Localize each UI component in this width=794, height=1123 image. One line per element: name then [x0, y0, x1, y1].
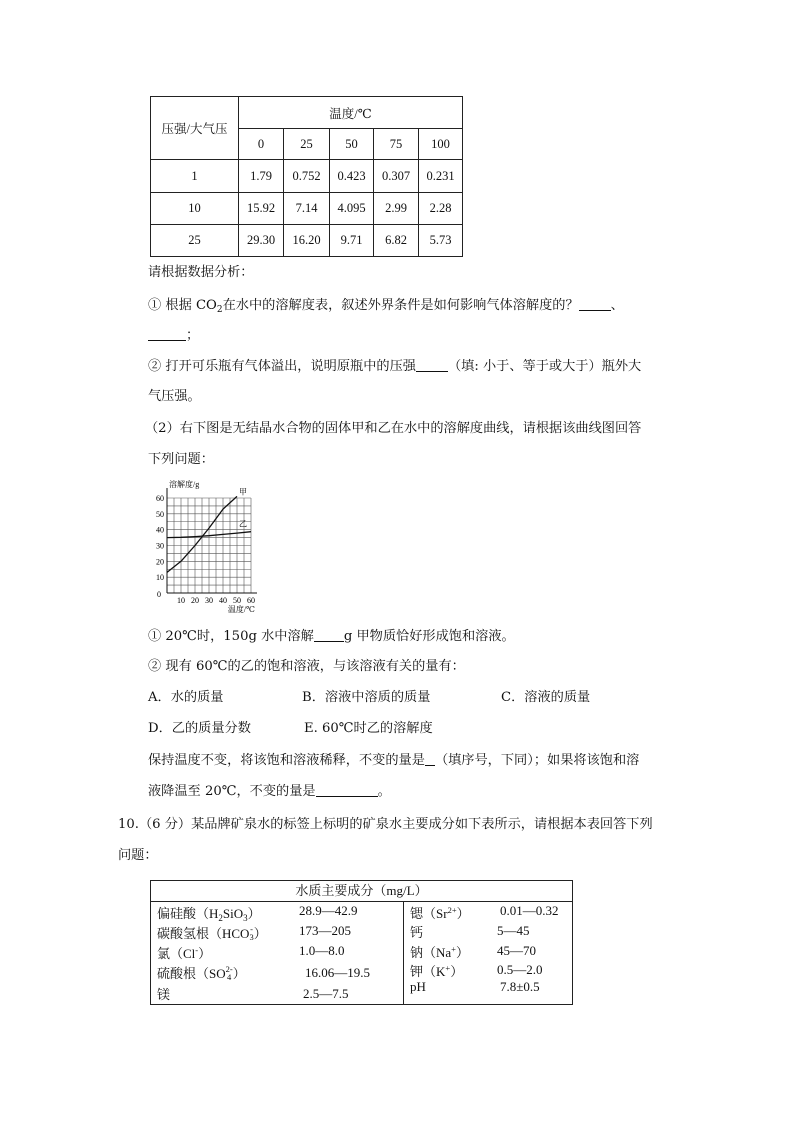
value-cell: 2.99 [374, 193, 419, 225]
value-cell: 0.307 [374, 160, 419, 193]
co2-solubility-table [150, 96, 463, 257]
value-cell: 9.71 [330, 225, 374, 257]
mineral-row: 氯（Cl-） [157, 945, 212, 961]
question-2-cont: 气压强。 [148, 389, 201, 404]
value-cell: 16.20 [284, 225, 330, 257]
keep-temp-question-cont: 液降温至 20℃，不变的量是 。 [148, 784, 391, 799]
mineral-range: 1.0—8.0 [299, 943, 345, 958]
value-cell: 6.82 [374, 225, 419, 257]
question-1: ① 根据 $CO_2$在水中的溶解度表，叙述外界条件是如何影响气体溶解度的？ 、 [148, 298, 624, 315]
value-cell: 4.095 [330, 193, 374, 225]
value-cell: 2.28 [419, 193, 463, 225]
y-tick-label: 10 [156, 573, 164, 583]
value-cell: 29.30 [239, 225, 284, 257]
question-10-cont: 问题： [118, 848, 158, 863]
part-2-intro: （2）右下图是无结晶水合物的固体甲和乙在水中的溶解度曲线，请根据该曲线图回答 [145, 421, 642, 436]
mineral-range: 0.01—0.32 [500, 903, 559, 918]
mineral-range: 0.5—2.0 [497, 962, 543, 977]
y-tick-label: 60 [156, 494, 164, 503]
mineral-row: 镁 [157, 987, 171, 1002]
answer-blank[interactable] [425, 752, 435, 766]
answer-blank[interactable] [316, 783, 378, 797]
temp-cell: 25 [284, 129, 330, 160]
solubility-chart [140, 478, 290, 616]
mineral-row: 碳酸氢根（HCO - 3 ） [157, 924, 267, 942]
mineral-water-table [150, 880, 573, 1005]
answer-blank[interactable] [314, 628, 344, 642]
y-axis-label: 溶解度/g [169, 480, 200, 489]
temp-cell: 0 [239, 129, 284, 160]
x-tick-label: 30 [205, 596, 213, 605]
mineral-range: 2.5—7.5 [303, 986, 349, 1001]
x-axis-label: 温度/℃ [227, 605, 255, 614]
option-a: A．水的质量 [148, 690, 224, 705]
value-cell: 7.14 [284, 193, 330, 225]
pressure-cell: 1 [151, 160, 239, 193]
question-3: ① 20℃时，150g 水中溶解 g 甲物质恰好形成饱和溶液。 [148, 629, 515, 644]
y-tick-label: 30 [156, 541, 164, 551]
y-tick-label: 40 [156, 525, 164, 535]
table-row [151, 193, 463, 225]
row-header-cell: 压强/大气压 [151, 97, 239, 160]
mineral-row: 偏硅酸$(H_2SiO_3)$ [157, 906, 261, 923]
temp-cell: 75 [374, 129, 419, 160]
x-tick-label: 10 [177, 596, 185, 605]
answer-blank[interactable] [148, 327, 186, 341]
y-tick-label: 20 [156, 557, 164, 567]
value-cell: 1.79 [239, 160, 284, 193]
part-2-intro-cont: 下列问题： [148, 452, 214, 467]
mineral-range: 7.8±0.5 [500, 979, 540, 994]
value-cell: 5.73 [419, 225, 463, 257]
mineral-range: 45—70 [497, 943, 536, 958]
x-tick-label: 50 [233, 596, 241, 605]
pressure-cell: 25 [151, 225, 239, 257]
column-divider [403, 901, 404, 1004]
temp-cell: 50 [330, 129, 374, 160]
mineral-range: 16.06—19.5 [305, 965, 370, 980]
option-c: C．溶液的质量 [501, 690, 591, 705]
option-d: D．乙的质量分数 [148, 721, 251, 736]
mineral-range: 173—205 [299, 923, 351, 938]
temp-cell: 100 [419, 129, 463, 160]
y-tick-label: 50 [156, 509, 164, 519]
answer-blank[interactable] [579, 297, 611, 311]
value-cell: 0.752 [284, 160, 330, 193]
series-yi-label: 乙 [239, 519, 247, 529]
option-b: B．溶液中溶质的质量 [302, 690, 431, 705]
x-tick-label: 20 [191, 596, 199, 605]
x-tick-label: 40 [219, 596, 227, 605]
question-4: ② 现有 60℃的乙的饱和溶液，与该溶液有关的量有： [148, 659, 465, 674]
mineral-range: 28.9—42.9 [299, 903, 358, 918]
mineral-range: 5—45 [497, 923, 530, 938]
table-row [151, 160, 463, 193]
mineral-row: 钠（Na+） [410, 944, 469, 960]
question-10: 10.（6 分）某品牌矿泉水的标签上标明的矿泉水主要成分如下表所示，请根据本表回答下列 [118, 817, 653, 832]
table-row [151, 225, 463, 257]
question-2: ② 打开可乐瓶有气体溢出，说明原瓶中的压强 （填: 小于、等于或大于）瓶外大 [148, 359, 642, 374]
origin-label: 0 [157, 590, 161, 599]
mineral-row: 钾（K+） [410, 963, 464, 979]
keep-temp-question: 保持温度不变，将该饱和溶液稀释，不变的量是 （填序号，下同）；如果将该饱和溶 [148, 753, 640, 768]
answer-blank[interactable] [416, 358, 448, 372]
mineral-row: 硫酸根（SO 2- 4 ） [157, 964, 246, 982]
value-cell: 15.92 [239, 193, 284, 225]
mineral-table-title: 水质主要成分（mg/L） [151, 881, 572, 902]
series-jia-label: 甲 [239, 487, 247, 497]
value-cell: 0.423 [330, 160, 374, 193]
x-tick-label: 60 [247, 596, 255, 605]
mineral-row: 锶$(Sr^{2+})$ [410, 905, 470, 921]
mineral-row: 钙 [410, 925, 424, 940]
analyze-prompt: 请根据数据分析： [148, 265, 254, 280]
col-header-cell: 温度/℃ [239, 97, 463, 129]
pressure-cell: 10 [151, 193, 239, 225]
value-cell: 0.231 [419, 160, 463, 193]
question-1-cont: ； [148, 326, 199, 346]
mineral-row: pH [410, 979, 426, 994]
option-e: E. 60℃时乙的溶解度 [304, 721, 433, 736]
